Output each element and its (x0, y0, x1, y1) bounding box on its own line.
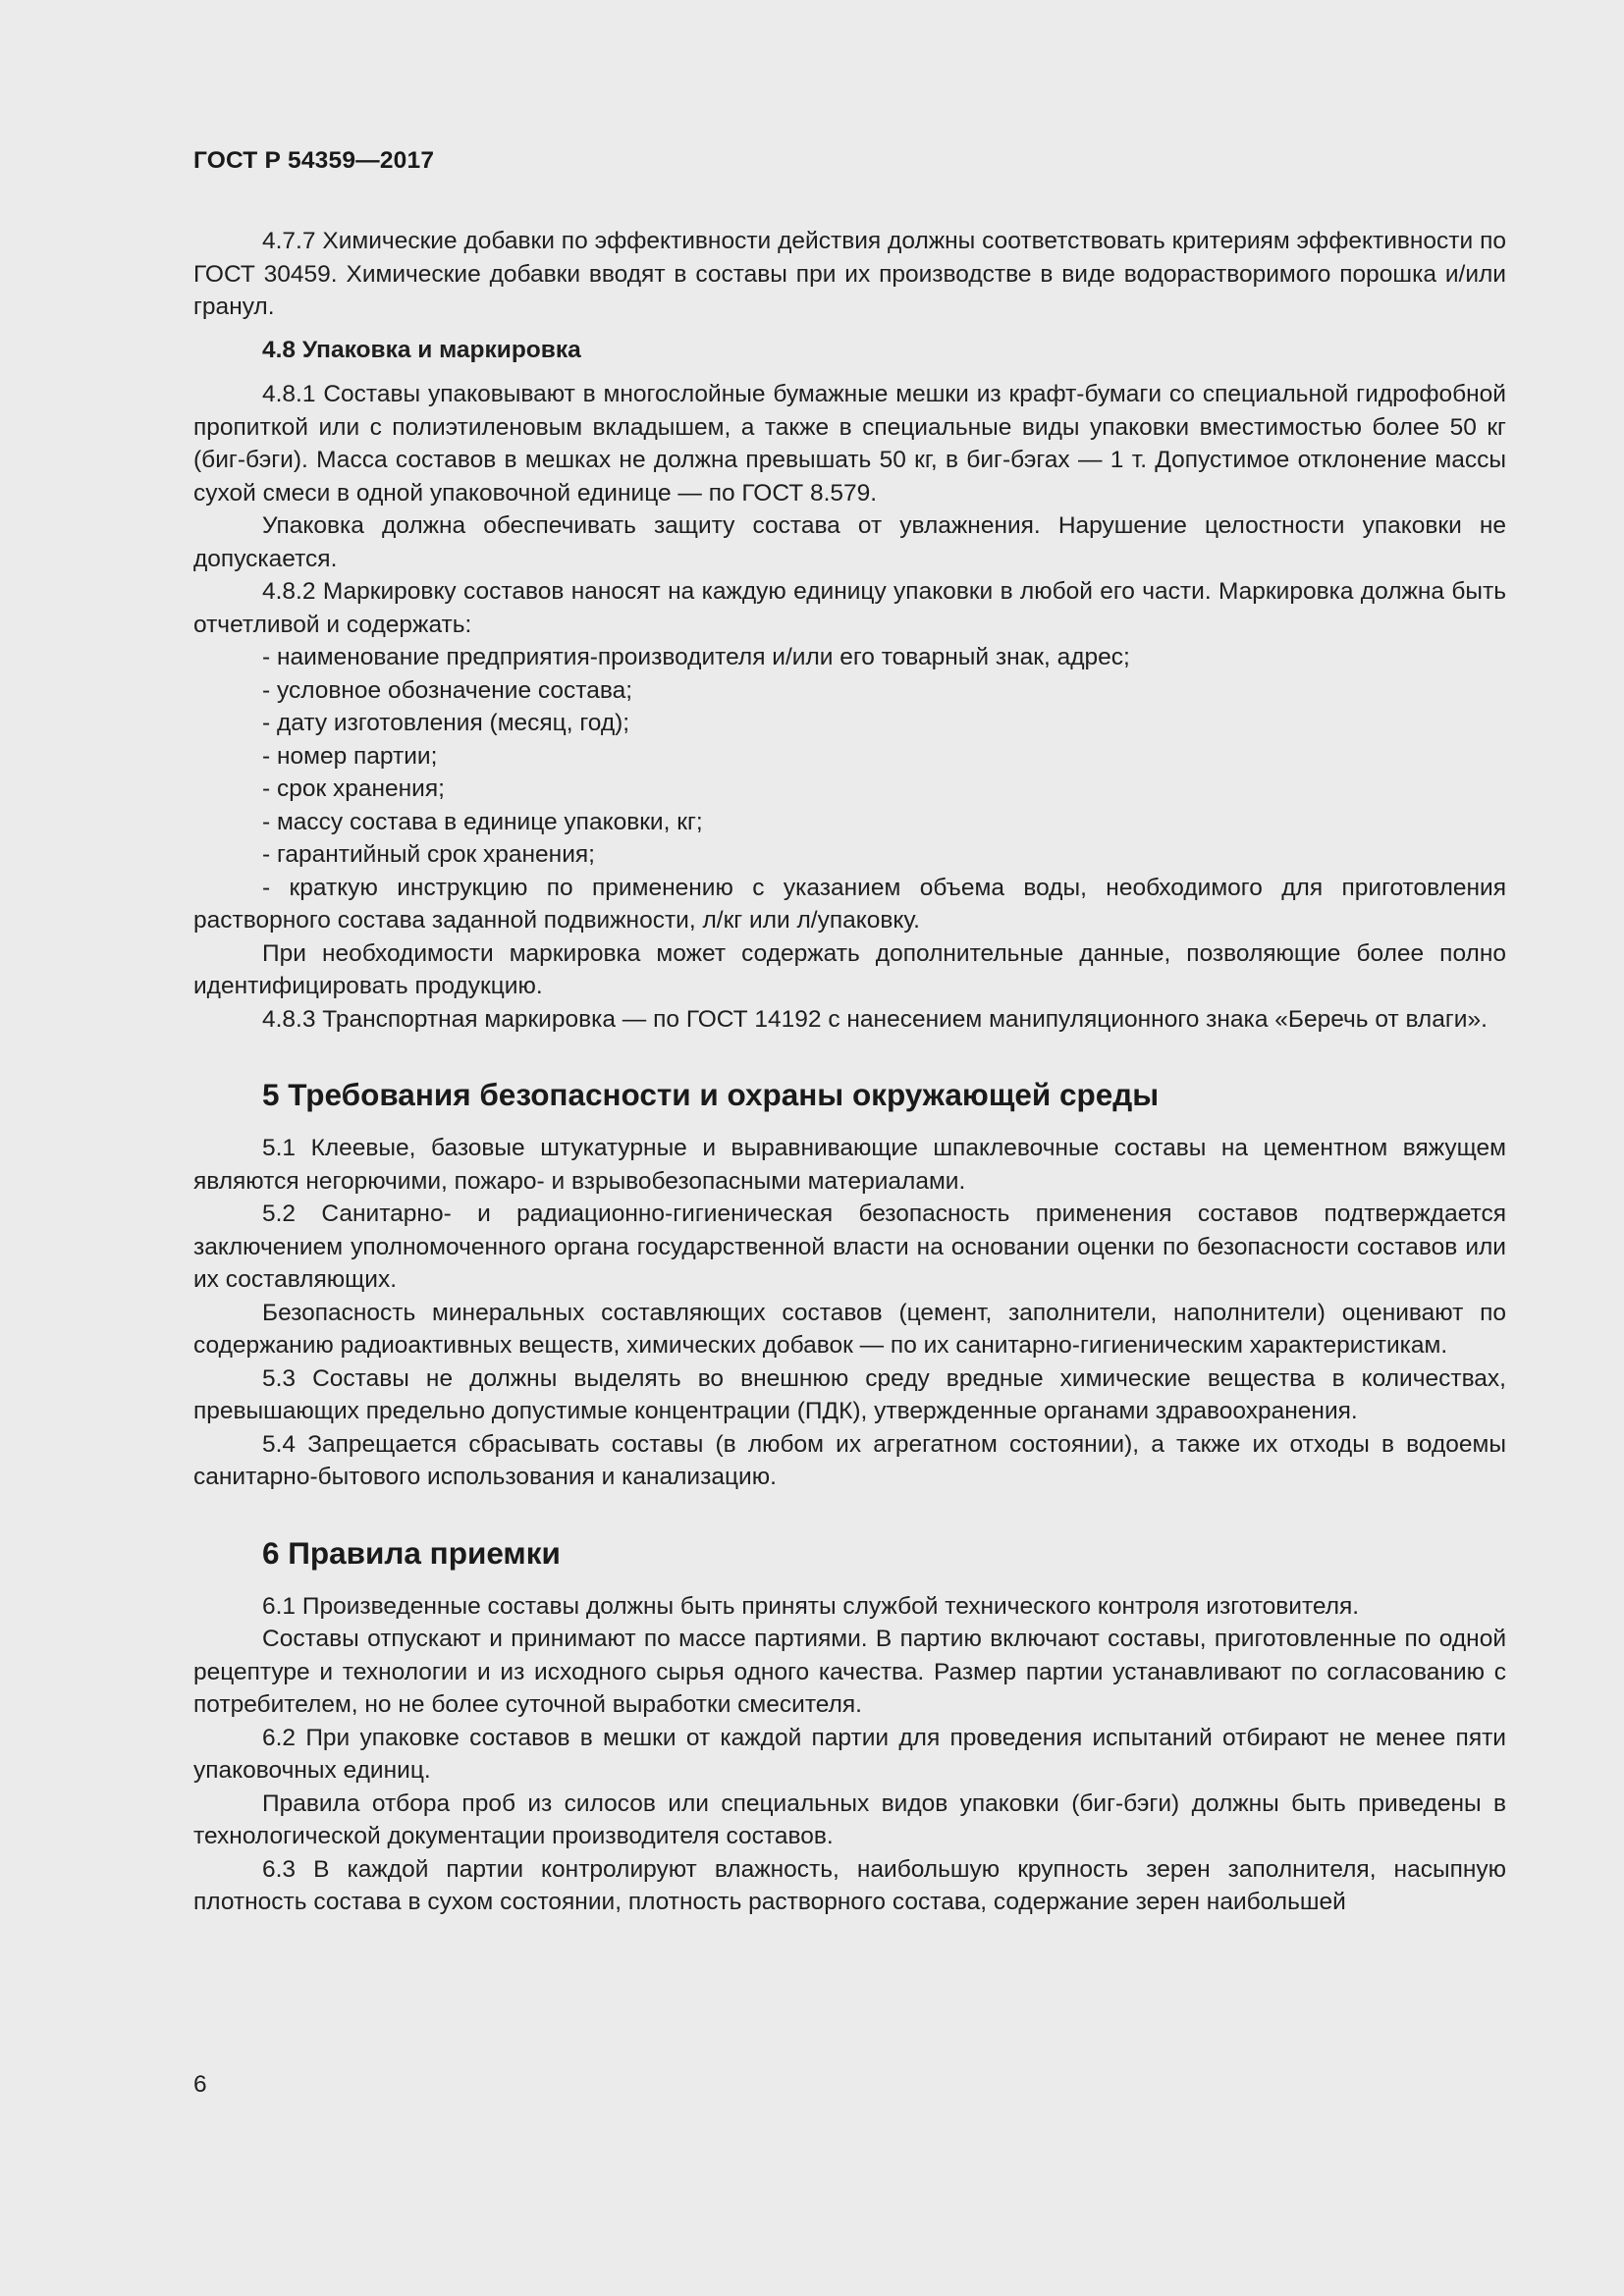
paragraph-5-4: 5.4 Запрещается сбрасывать составы (в любом их агрегатном состоянии), а также их отходы в водоемы санитарно-бытового использования и канализацию. (193, 1430, 1506, 1490)
paragraph-6-1: 6.1 Произведенные составы должны быть приняты службой технического контроля изготовителя. (262, 1592, 1360, 1620)
subsection-heading-4-8: 4.8 Упаковка и маркировка (262, 336, 581, 363)
document-id-header: ГОСТ Р 54359—2017 (193, 147, 435, 174)
document-body (193, 225, 1506, 1919)
paragraph-6-1-batches: Составы отпускают и принимают по массе партиями. В партию включают составы, приготовленные по одной рецептуре и технологии и из исходного сырья одного качества. Размер партии устанавливают по согласованию с потребителем, но не более суточной выработки смесителя. (193, 1626, 1506, 1718)
paragraph-4-7-7: 4.7.7 Химические добавки по эффективности действия должны соответствовать критериям эффективности по ГОСТ 30459. Химические добавки вводят в составы при их производстве в виде водорастворимого порошка и/или гранул. (193, 228, 1506, 320)
paragraph-5-3: 5.3 Составы не должны выделять во внешнюю среду вредные химические вещества в количествах, превышающих предельно допустимые концентрации (ПДК), утвержденные органами здравоохранения. (193, 1364, 1506, 1424)
marking-list-item: - номер партии; (262, 742, 438, 770)
document-page (193, 0, 1506, 2296)
paragraph-4-8-3: 4.8.3 Транспортная маркировка — по ГОСТ 14192 с нанесением манипуляционного знака «Беречь от влаги». (262, 1005, 1488, 1033)
paragraph-5-1: 5.1 Клеевые, базовые штукатурные и выравнивающие шпаклевочные составы на цементном вяжущем являются негорючими, пожаро- и взрывобезопасными материалами. (193, 1135, 1506, 1195)
marking-list-item: - срок хранения; (262, 775, 445, 802)
page-number: 6 (193, 2071, 207, 2098)
section-heading-6: 6 Правила приемки (262, 1534, 561, 1571)
section-heading-5: 5 Требования безопасности и охраны окружающей среды (262, 1077, 1160, 1112)
paragraph-4-8-2-additional: При необходимости маркировка может содержать дополнительные данные, позволяющие более полно идентифицировать продукцию. (193, 939, 1506, 999)
paragraph-5-2-minerals: Безопасность минеральных составляющих составов (цемент, заполнители, наполнители) оценивают по содержанию радиоактивных веществ, химических добавок — по их санитарно-гигиеническим характеристикам. (193, 1299, 1506, 1359)
paragraph-6-2: 6.2 При упаковке составов в мешки от каждой партии для проведения испытаний отбирают не менее пяти упаковочных единиц. (193, 1724, 1506, 1784)
marking-list-item: - условное обозначение состава; (262, 676, 633, 704)
paragraph-4-8-1-packaging: Упаковка должна обеспечивать защиту состава от увлажнения. Нарушение целостности упаковки не допускается. (193, 512, 1506, 572)
marking-list-item: - дату изготовления (месяц, год); (262, 710, 630, 736)
marking-list-item: - массу состава в единице упаковки, кг; (262, 808, 703, 835)
paragraph-6-3: 6.3 В каждой партии контролируют влажность, наибольшую крупность зерен заполнителя, насыпную плотность состава в сухом состоянии, плотность растворного состава, содержание зерен наибольшей (193, 1855, 1506, 1915)
paragraph-4-8-2: 4.8.2 Маркировку составов наносят на каждую единицу упаковки в любой его части. Маркировка должна быть отчетливой и содержать: (193, 578, 1506, 638)
marking-list-item-instructions: - краткую инструкцию по применению с указанием объема воды, необходимого для приготовления растворного состава заданной подвижности, л/кг или л/упаковку. (193, 874, 1506, 934)
paragraph-4-8-1: 4.8.1 Составы упаковывают в многослойные бумажные мешки из крафт-бумаги со специальной гидрофобной пропиткой или с полиэтиленовым вкладышем, а также в специальные виды упаковки вместимостью более 50 кг (биг-бэги). Масса составов в мешках не должна превышать 50 кг, в биг-бэгах — 1 т. Допустимое отклонение массы сухой смеси в одной упаковочной единице — по ГОСТ 8.579. (193, 381, 1506, 507)
marking-list-item: - наименование предприятия-производителя и/или его товарный знак, адрес; (262, 644, 1130, 670)
paragraph-5-2: 5.2 Санитарно- и радиационно-гигиеническая безопасность применения составов подтверждается заключением уполномоченного органа государственной власти на основании оценки по безопасности составов или их составляющих. (193, 1201, 1506, 1293)
marking-list-item: - гарантийный срок хранения; (262, 841, 595, 868)
paragraph-6-2-sampling: Правила отбора проб из силосов или специальных видов упаковки (биг-бэги) должны быть приведены в технологической документации производителя составов. (193, 1789, 1506, 1849)
